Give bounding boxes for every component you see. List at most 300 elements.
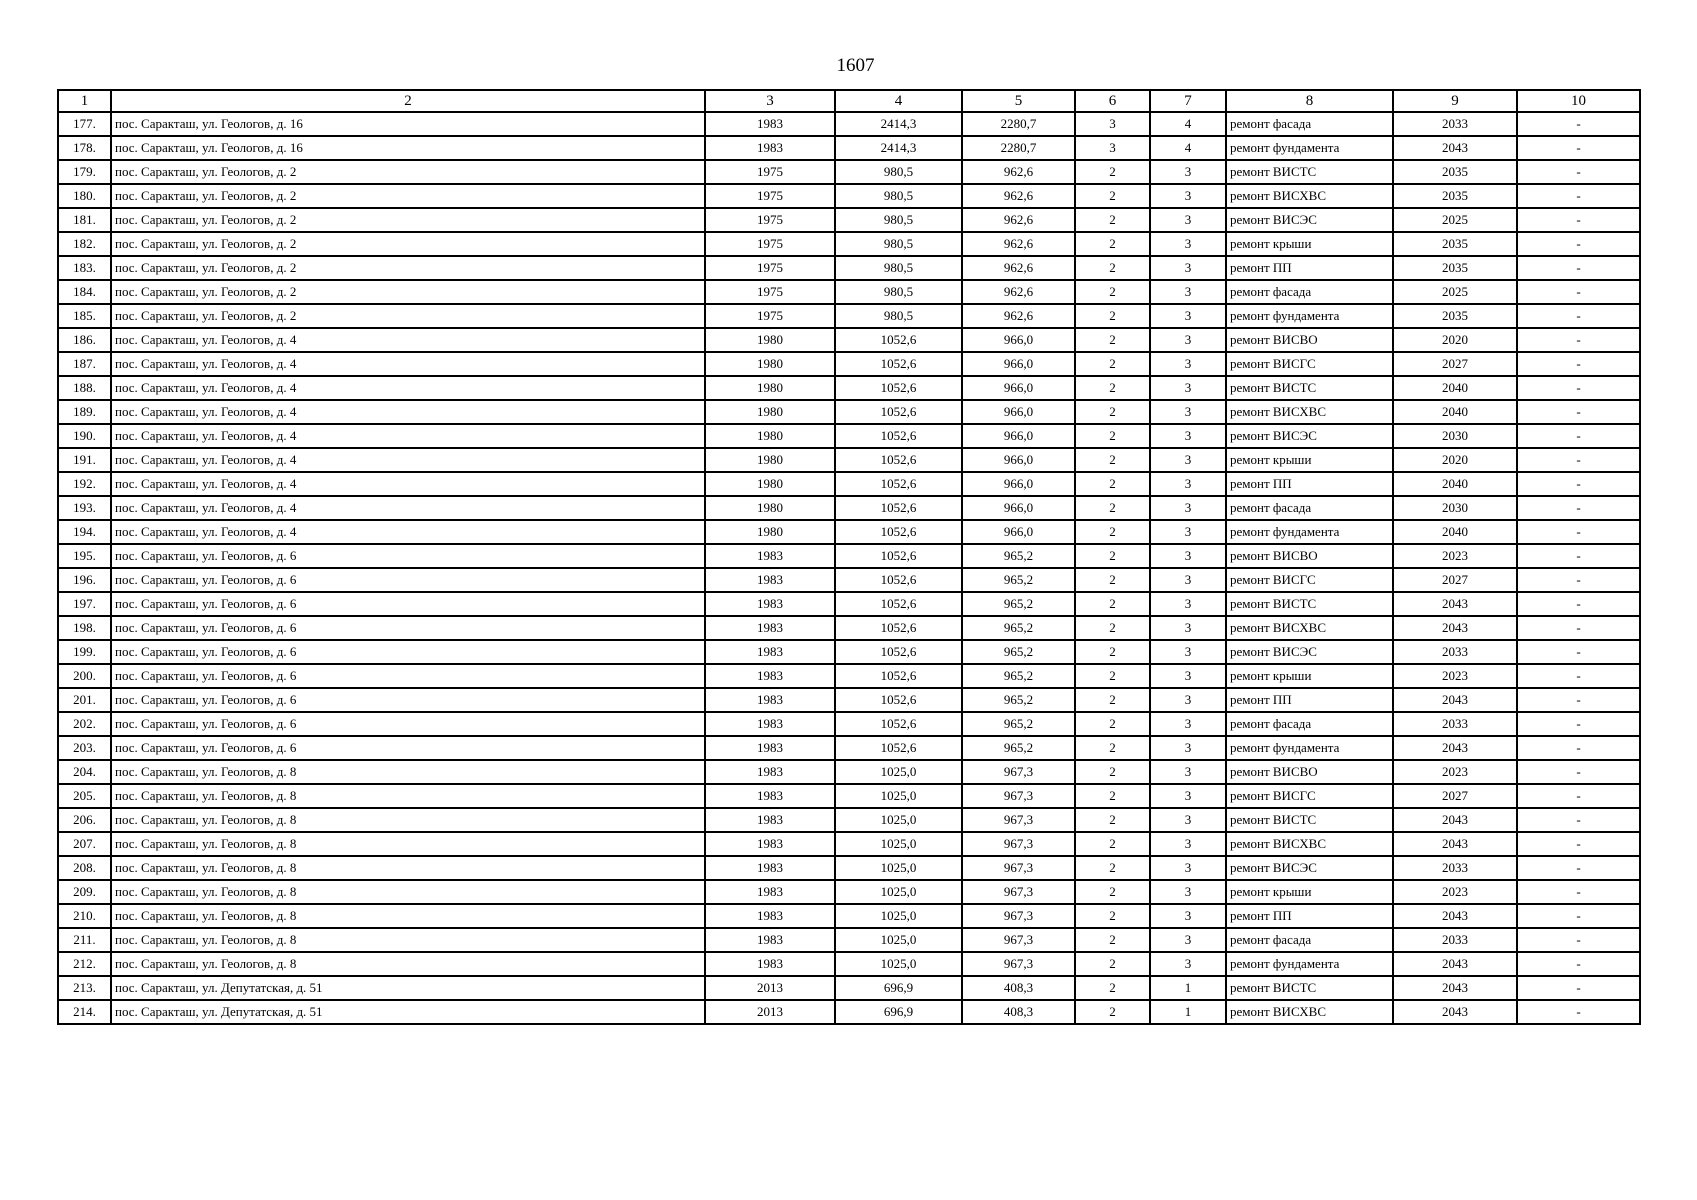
table-row — [58, 448, 1640, 472]
cell-note: - — [1517, 256, 1640, 280]
cell-entrances: 3 — [1150, 232, 1226, 256]
cell-planned-year: 2035 — [1393, 160, 1517, 184]
cell-total-area: 2414,3 — [835, 112, 962, 136]
cell-living-area: 408,3 — [962, 1000, 1075, 1024]
cell-year-built: 2013 — [705, 1000, 835, 1024]
cell-year-built: 1983 — [705, 928, 835, 952]
cell-row-number: 210. — [58, 904, 111, 928]
cell-living-area: 967,3 — [962, 904, 1075, 928]
cell-total-area: 1052,6 — [835, 424, 962, 448]
cell-total-area: 1052,6 — [835, 352, 962, 376]
cell-note: - — [1517, 232, 1640, 256]
cell-living-area: 965,2 — [962, 664, 1075, 688]
cell-year-built: 1983 — [705, 904, 835, 928]
cell-row-number: 194. — [58, 520, 111, 544]
cell-floors: 2 — [1075, 184, 1150, 208]
cell-entrances: 3 — [1150, 592, 1226, 616]
cell-planned-year: 2043 — [1393, 808, 1517, 832]
cell-floors: 2 — [1075, 952, 1150, 976]
cell-address: пос. Саракташ, ул. Геологов, д. 6 — [111, 664, 705, 688]
cell-entrances: 3 — [1150, 328, 1226, 352]
column-header-2: 2 — [111, 90, 705, 112]
cell-address: пос. Саракташ, ул. Геологов, д. 2 — [111, 208, 705, 232]
cell-planned-year: 2023 — [1393, 880, 1517, 904]
cell-note: - — [1517, 520, 1640, 544]
cell-total-area: 1052,6 — [835, 448, 962, 472]
column-header-9: 9 — [1393, 90, 1517, 112]
cell-entrances: 3 — [1150, 184, 1226, 208]
cell-row-number: 178. — [58, 136, 111, 160]
cell-floors: 2 — [1075, 664, 1150, 688]
cell-planned-year: 2023 — [1393, 760, 1517, 784]
cell-row-number: 209. — [58, 880, 111, 904]
cell-entrances: 3 — [1150, 208, 1226, 232]
cell-work-type: ремонт ВИСВО — [1226, 328, 1393, 352]
cell-note: - — [1517, 448, 1640, 472]
cell-work-type: ремонт ВИСТС — [1226, 808, 1393, 832]
cell-address: пос. Саракташ, ул. Геологов, д. 6 — [111, 592, 705, 616]
cell-note: - — [1517, 664, 1640, 688]
cell-total-area: 696,9 — [835, 1000, 962, 1024]
cell-row-number: 212. — [58, 952, 111, 976]
cell-row-number: 211. — [58, 928, 111, 952]
table-row — [58, 544, 1640, 568]
column-header-8: 8 — [1226, 90, 1393, 112]
cell-floors: 2 — [1075, 208, 1150, 232]
cell-living-area: 962,6 — [962, 160, 1075, 184]
cell-floors: 2 — [1075, 376, 1150, 400]
cell-year-built: 1983 — [705, 832, 835, 856]
cell-living-area: 962,6 — [962, 232, 1075, 256]
cell-entrances: 1 — [1150, 976, 1226, 1000]
cell-work-type: ремонт ВИСХВС — [1226, 1000, 1393, 1024]
cell-address: пос. Саракташ, ул. Геологов, д. 2 — [111, 160, 705, 184]
cell-entrances: 3 — [1150, 496, 1226, 520]
table-row — [58, 400, 1640, 424]
register-table — [57, 89, 1641, 1025]
column-header-10: 10 — [1517, 90, 1640, 112]
cell-year-built: 1983 — [705, 136, 835, 160]
cell-note: - — [1517, 1000, 1640, 1024]
cell-planned-year: 2023 — [1393, 544, 1517, 568]
cell-row-number: 182. — [58, 232, 111, 256]
cell-planned-year: 2025 — [1393, 280, 1517, 304]
cell-planned-year: 2035 — [1393, 256, 1517, 280]
table-row — [58, 280, 1640, 304]
cell-year-built: 1980 — [705, 424, 835, 448]
header-row — [58, 90, 1640, 112]
cell-note: - — [1517, 592, 1640, 616]
cell-living-area: 962,6 — [962, 256, 1075, 280]
cell-row-number: 204. — [58, 760, 111, 784]
cell-entrances: 3 — [1150, 256, 1226, 280]
cell-work-type: ремонт ВИСГС — [1226, 784, 1393, 808]
cell-work-type: ремонт крыши — [1226, 448, 1393, 472]
cell-address: пос. Саракташ, ул. Геологов, д. 8 — [111, 856, 705, 880]
cell-living-area: 962,6 — [962, 208, 1075, 232]
cell-entrances: 3 — [1150, 880, 1226, 904]
cell-row-number: 203. — [58, 736, 111, 760]
cell-address: пос. Саракташ, ул. Геологов, д. 6 — [111, 712, 705, 736]
cell-living-area: 966,0 — [962, 352, 1075, 376]
cell-row-number: 186. — [58, 328, 111, 352]
cell-note: - — [1517, 544, 1640, 568]
cell-year-built: 1975 — [705, 184, 835, 208]
cell-note: - — [1517, 112, 1640, 136]
cell-entrances: 3 — [1150, 832, 1226, 856]
cell-total-area: 1025,0 — [835, 880, 962, 904]
cell-planned-year: 2027 — [1393, 784, 1517, 808]
cell-note: - — [1517, 472, 1640, 496]
cell-row-number: 183. — [58, 256, 111, 280]
cell-work-type: ремонт фундамента — [1226, 520, 1393, 544]
cell-entrances: 3 — [1150, 304, 1226, 328]
cell-note: - — [1517, 184, 1640, 208]
cell-floors: 2 — [1075, 568, 1150, 592]
cell-total-area: 980,5 — [835, 304, 962, 328]
cell-note: - — [1517, 376, 1640, 400]
cell-year-built: 1980 — [705, 352, 835, 376]
cell-note: - — [1517, 424, 1640, 448]
cell-planned-year: 2033 — [1393, 856, 1517, 880]
cell-floors: 3 — [1075, 112, 1150, 136]
table-row — [58, 424, 1640, 448]
cell-note: - — [1517, 760, 1640, 784]
table-row — [58, 736, 1640, 760]
cell-address: пос. Саракташ, ул. Геологов, д. 2 — [111, 232, 705, 256]
cell-total-area: 980,5 — [835, 232, 962, 256]
cell-year-built: 1983 — [705, 592, 835, 616]
cell-planned-year: 2033 — [1393, 928, 1517, 952]
cell-living-area: 965,2 — [962, 616, 1075, 640]
table-row — [58, 880, 1640, 904]
cell-year-built: 1983 — [705, 784, 835, 808]
cell-planned-year: 2023 — [1393, 664, 1517, 688]
cell-row-number: 198. — [58, 616, 111, 640]
cell-address: пос. Саракташ, ул. Геологов, д. 4 — [111, 376, 705, 400]
cell-work-type: ремонт крыши — [1226, 232, 1393, 256]
cell-work-type: ремонт крыши — [1226, 880, 1393, 904]
cell-address: пос. Саракташ, ул. Геологов, д. 8 — [111, 832, 705, 856]
cell-floors: 3 — [1075, 136, 1150, 160]
cell-planned-year: 2035 — [1393, 304, 1517, 328]
cell-work-type: ремонт ВИСТС — [1226, 976, 1393, 1000]
table-row — [58, 232, 1640, 256]
cell-living-area: 967,3 — [962, 784, 1075, 808]
cell-address: пос. Саракташ, ул. Геологов, д. 2 — [111, 256, 705, 280]
cell-entrances: 3 — [1150, 664, 1226, 688]
cell-entrances: 3 — [1150, 568, 1226, 592]
cell-floors: 2 — [1075, 904, 1150, 928]
cell-entrances: 3 — [1150, 544, 1226, 568]
cell-work-type: ремонт крыши — [1226, 664, 1393, 688]
cell-address: пос. Саракташ, ул. Геологов, д. 2 — [111, 184, 705, 208]
cell-address: пос. Саракташ, ул. Геологов, д. 4 — [111, 496, 705, 520]
cell-work-type: ремонт ВИСТС — [1226, 160, 1393, 184]
cell-planned-year: 2043 — [1393, 688, 1517, 712]
cell-total-area: 980,5 — [835, 184, 962, 208]
cell-planned-year: 2043 — [1393, 904, 1517, 928]
cell-address: пос. Саракташ, ул. Геологов, д. 6 — [111, 736, 705, 760]
cell-work-type: ремонт фасада — [1226, 280, 1393, 304]
cell-living-area: 962,6 — [962, 184, 1075, 208]
cell-floors: 2 — [1075, 352, 1150, 376]
cell-address: пос. Саракташ, ул. Геологов, д. 4 — [111, 400, 705, 424]
cell-entrances: 3 — [1150, 376, 1226, 400]
cell-living-area: 966,0 — [962, 472, 1075, 496]
cell-note: - — [1517, 328, 1640, 352]
table-row — [58, 328, 1640, 352]
cell-work-type: ремонт фундамента — [1226, 736, 1393, 760]
cell-planned-year: 2040 — [1393, 400, 1517, 424]
cell-entrances: 3 — [1150, 736, 1226, 760]
cell-floors: 2 — [1075, 1000, 1150, 1024]
cell-year-built: 1983 — [705, 760, 835, 784]
cell-total-area: 1025,0 — [835, 808, 962, 832]
cell-work-type: ремонт ПП — [1226, 472, 1393, 496]
cell-floors: 2 — [1075, 736, 1150, 760]
cell-row-number: 193. — [58, 496, 111, 520]
cell-row-number: 207. — [58, 832, 111, 856]
cell-total-area: 1052,6 — [835, 592, 962, 616]
cell-planned-year: 2027 — [1393, 352, 1517, 376]
cell-year-built: 1983 — [705, 112, 835, 136]
column-header-5: 5 — [962, 90, 1075, 112]
cell-floors: 2 — [1075, 976, 1150, 1000]
cell-entrances: 3 — [1150, 520, 1226, 544]
cell-note: - — [1517, 208, 1640, 232]
cell-work-type: ремонт ВИСХВС — [1226, 400, 1393, 424]
cell-planned-year: 2043 — [1393, 736, 1517, 760]
table-row — [58, 712, 1640, 736]
cell-floors: 2 — [1075, 856, 1150, 880]
cell-floors: 2 — [1075, 472, 1150, 496]
cell-year-built: 2013 — [705, 976, 835, 1000]
cell-total-area: 1025,0 — [835, 904, 962, 928]
cell-planned-year: 2033 — [1393, 712, 1517, 736]
table-row — [58, 808, 1640, 832]
column-header-3: 3 — [705, 90, 835, 112]
cell-address: пос. Саракташ, ул. Геологов, д. 4 — [111, 424, 705, 448]
cell-note: - — [1517, 496, 1640, 520]
cell-living-area: 966,0 — [962, 424, 1075, 448]
table-row — [58, 568, 1640, 592]
cell-planned-year: 2043 — [1393, 952, 1517, 976]
cell-work-type: ремонт ВИСЭС — [1226, 424, 1393, 448]
table-row — [58, 496, 1640, 520]
cell-entrances: 3 — [1150, 808, 1226, 832]
cell-total-area: 1052,6 — [835, 568, 962, 592]
cell-address: пос. Саракташ, ул. Геологов, д. 4 — [111, 472, 705, 496]
cell-planned-year: 2027 — [1393, 568, 1517, 592]
cell-living-area: 408,3 — [962, 976, 1075, 1000]
cell-row-number: 187. — [58, 352, 111, 376]
cell-work-type: ремонт ВИСГС — [1226, 568, 1393, 592]
cell-floors: 2 — [1075, 304, 1150, 328]
cell-living-area: 967,3 — [962, 880, 1075, 904]
cell-address: пос. Саракташ, ул. Геологов, д. 8 — [111, 880, 705, 904]
cell-address: пос. Саракташ, ул. Геологов, д. 2 — [111, 280, 705, 304]
cell-work-type: ремонт фасада — [1226, 928, 1393, 952]
cell-note: - — [1517, 304, 1640, 328]
table-row — [58, 952, 1640, 976]
cell-total-area: 980,5 — [835, 160, 962, 184]
cell-total-area: 1052,6 — [835, 544, 962, 568]
cell-entrances: 3 — [1150, 712, 1226, 736]
cell-year-built: 1983 — [705, 568, 835, 592]
cell-note: - — [1517, 568, 1640, 592]
table-row — [58, 832, 1640, 856]
cell-note: - — [1517, 352, 1640, 376]
cell-work-type: ремонт ПП — [1226, 688, 1393, 712]
table-row — [58, 376, 1640, 400]
cell-living-area: 967,3 — [962, 832, 1075, 856]
cell-total-area: 696,9 — [835, 976, 962, 1000]
cell-year-built: 1983 — [705, 808, 835, 832]
cell-work-type: ремонт ПП — [1226, 904, 1393, 928]
cell-floors: 2 — [1075, 592, 1150, 616]
cell-total-area: 1052,6 — [835, 376, 962, 400]
cell-entrances: 4 — [1150, 112, 1226, 136]
cell-row-number: 214. — [58, 1000, 111, 1024]
cell-note: - — [1517, 400, 1640, 424]
cell-floors: 2 — [1075, 688, 1150, 712]
cell-note: - — [1517, 928, 1640, 952]
table-row — [58, 664, 1640, 688]
cell-planned-year: 2043 — [1393, 592, 1517, 616]
cell-year-built: 1980 — [705, 328, 835, 352]
cell-total-area: 1052,6 — [835, 328, 962, 352]
cell-total-area: 1025,0 — [835, 952, 962, 976]
cell-living-area: 967,3 — [962, 856, 1075, 880]
table-row — [58, 616, 1640, 640]
cell-total-area: 1025,0 — [835, 784, 962, 808]
cell-year-built: 1980 — [705, 376, 835, 400]
table-row — [58, 688, 1640, 712]
table-row — [58, 592, 1640, 616]
cell-floors: 2 — [1075, 328, 1150, 352]
cell-row-number: 189. — [58, 400, 111, 424]
cell-work-type: ремонт фундамента — [1226, 304, 1393, 328]
cell-total-area: 1052,6 — [835, 616, 962, 640]
cell-row-number: 179. — [58, 160, 111, 184]
cell-year-built: 1983 — [705, 616, 835, 640]
table-header — [58, 90, 1640, 112]
cell-total-area: 1052,6 — [835, 664, 962, 688]
column-header-7: 7 — [1150, 90, 1226, 112]
cell-work-type: ремонт ВИСВО — [1226, 544, 1393, 568]
cell-planned-year: 2043 — [1393, 832, 1517, 856]
page-number: 1607 — [836, 55, 875, 76]
cell-address: пос. Саракташ, ул. Геологов, д. 6 — [111, 544, 705, 568]
cell-total-area: 980,5 — [835, 208, 962, 232]
cell-living-area: 965,2 — [962, 712, 1075, 736]
cell-year-built: 1980 — [705, 520, 835, 544]
cell-row-number: 213. — [58, 976, 111, 1000]
cell-entrances: 3 — [1150, 352, 1226, 376]
cell-entrances: 3 — [1150, 448, 1226, 472]
cell-living-area: 966,0 — [962, 328, 1075, 352]
cell-entrances: 1 — [1150, 1000, 1226, 1024]
cell-entrances: 3 — [1150, 160, 1226, 184]
cell-work-type: ремонт ВИСЭС — [1226, 640, 1393, 664]
cell-row-number: 197. — [58, 592, 111, 616]
cell-living-area: 965,2 — [962, 592, 1075, 616]
cell-total-area: 1025,0 — [835, 856, 962, 880]
cell-year-built: 1975 — [705, 160, 835, 184]
cell-living-area: 966,0 — [962, 520, 1075, 544]
cell-note: - — [1517, 688, 1640, 712]
cell-living-area: 967,3 — [962, 928, 1075, 952]
cell-planned-year: 2035 — [1393, 232, 1517, 256]
cell-total-area: 1025,0 — [835, 760, 962, 784]
cell-total-area: 980,5 — [835, 280, 962, 304]
cell-planned-year: 2043 — [1393, 1000, 1517, 1024]
cell-entrances: 3 — [1150, 640, 1226, 664]
table-row — [58, 160, 1640, 184]
cell-total-area: 1025,0 — [835, 832, 962, 856]
table-row — [58, 760, 1640, 784]
cell-floors: 2 — [1075, 544, 1150, 568]
cell-year-built: 1980 — [705, 448, 835, 472]
cell-note: - — [1517, 736, 1640, 760]
cell-total-area: 1052,6 — [835, 400, 962, 424]
cell-year-built: 1975 — [705, 208, 835, 232]
cell-work-type: ремонт фундамента — [1226, 136, 1393, 160]
cell-note: - — [1517, 952, 1640, 976]
cell-work-type: ремонт фасада — [1226, 496, 1393, 520]
column-header-4: 4 — [835, 90, 962, 112]
cell-floors: 2 — [1075, 784, 1150, 808]
table-row — [58, 256, 1640, 280]
cell-note: - — [1517, 784, 1640, 808]
cell-year-built: 1983 — [705, 712, 835, 736]
cell-total-area: 1052,6 — [835, 712, 962, 736]
cell-work-type: ремонт ВИСЭС — [1226, 208, 1393, 232]
cell-planned-year: 2033 — [1393, 640, 1517, 664]
cell-living-area: 966,0 — [962, 400, 1075, 424]
cell-address: пос. Саракташ, ул. Геологов, д. 6 — [111, 640, 705, 664]
cell-total-area: 1052,6 — [835, 688, 962, 712]
cell-floors: 2 — [1075, 832, 1150, 856]
cell-entrances: 4 — [1150, 136, 1226, 160]
cell-year-built: 1980 — [705, 496, 835, 520]
table-row — [58, 904, 1640, 928]
cell-address: пос. Саракташ, ул. Геологов, д. 16 — [111, 136, 705, 160]
cell-entrances: 3 — [1150, 760, 1226, 784]
cell-address: пос. Саракташ, ул. Геологов, д. 4 — [111, 448, 705, 472]
cell-entrances: 3 — [1150, 688, 1226, 712]
table-row — [58, 784, 1640, 808]
cell-row-number: 202. — [58, 712, 111, 736]
cell-row-number: 185. — [58, 304, 111, 328]
cell-floors: 2 — [1075, 160, 1150, 184]
cell-row-number: 199. — [58, 640, 111, 664]
cell-address: пос. Саракташ, ул. Геологов, д. 8 — [111, 760, 705, 784]
cell-work-type: ремонт фасада — [1226, 712, 1393, 736]
cell-total-area: 1052,6 — [835, 496, 962, 520]
cell-entrances: 3 — [1150, 952, 1226, 976]
cell-note: - — [1517, 616, 1640, 640]
cell-address: пос. Саракташ, ул. Геологов, д. 4 — [111, 328, 705, 352]
cell-planned-year: 2030 — [1393, 496, 1517, 520]
cell-work-type: ремонт ВИСХВС — [1226, 616, 1393, 640]
cell-year-built: 1983 — [705, 880, 835, 904]
cell-row-number: 184. — [58, 280, 111, 304]
cell-note: - — [1517, 880, 1640, 904]
cell-entrances: 3 — [1150, 280, 1226, 304]
cell-planned-year: 2040 — [1393, 376, 1517, 400]
